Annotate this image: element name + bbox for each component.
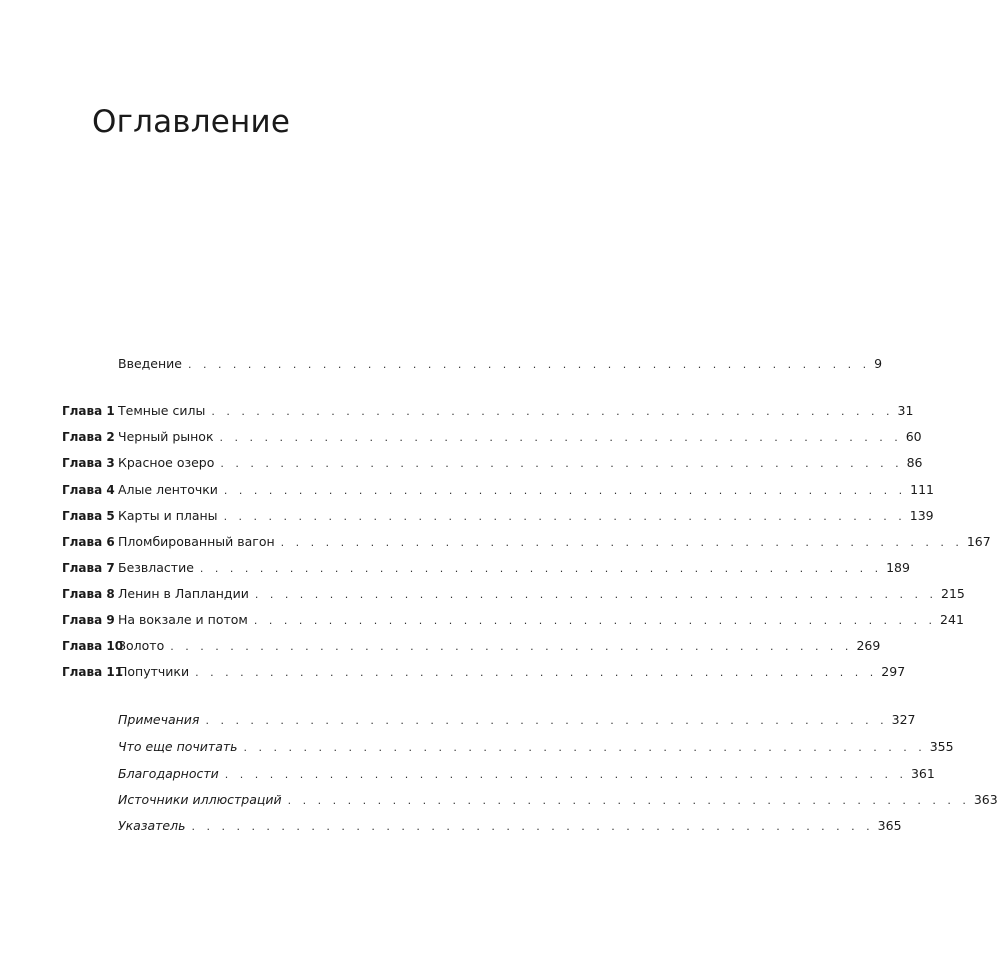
entry-title: Что еще почитать [118,739,238,754]
page-number: 215 [941,586,965,601]
page-number: 355 [929,739,954,754]
chapter-label: Глава 9 [62,613,115,627]
page-number: 167 [966,534,991,549]
page-title: Оглавление [92,104,291,140]
toc-entry-chapter-9[interactable] [62,610,964,630]
dot-leader: . . . . . . . . . . . . . . . . . . . . . . . . . . . . . . . . . . . . . . . . . . . . . . [223,510,906,523]
chapter-label: Глава 11 [62,665,124,679]
entry-title: Черный рынок [118,429,214,444]
chapter-label: Глава 5 [62,509,115,523]
dot-leader: . . . . . . . . . . . . . . . . . . . . . . . . . . . . . . . . . . . . . . . . . . . . . . [287,794,970,807]
toc-entry-chapter-3[interactable] [62,453,923,473]
entry-title: Попутчики [118,664,190,679]
toc-entry-intro[interactable] [62,354,883,374]
entry-title: Золото [118,638,165,653]
dot-leader: . . . . . . . . . . . . . . . . . . . . . . . . . . . . . . . . . . . . . . . . . . . . . . [170,640,853,653]
page-number: 269 [856,638,881,653]
chapter-label: Глава 10 [62,639,124,653]
chapter-label: Глава 6 [62,535,115,549]
page-number: 189 [886,560,910,575]
toc-entry-chapter-4[interactable] [62,480,934,500]
toc-entry-chapter-5[interactable] [62,506,934,526]
dot-leader: . . . . . . . . . . . . . . . . . . . . . . . . . . . . . . . . . . . . . . . . . . . . . . [187,358,871,371]
dot-leader: . . . . . . . . . . . . . . . . . . . . . . . . . . . . . . . . . . . . . . . . . . . . . . [219,431,902,444]
page-number: 361 [910,766,935,781]
chapter-label: Глава 1 [62,404,115,418]
dot-leader: . . . . . . . . . . . . . . . . . . . . . . . . . . . . . . . . . . . . . . . . . . . . . . [243,741,926,754]
toc-entry-chapter-8[interactable] [62,584,965,604]
dot-leader: . . . . . . . . . . . . . . . . . . . . . . . . . . . . . . . . . . . . . . . . . . . . . . [224,768,907,781]
entry-title: Введение [118,356,182,371]
chapter-label: Глава 3 [62,456,115,470]
chapter-label: Глава 4 [62,483,115,497]
dot-leader: . . . . . . . . . . . . . . . . . . . . . . . . . . . . . . . . . . . . . . . . . . . . . . [195,666,878,679]
dot-leader: . . . . . . . . . . . . . . . . . . . . . . . . . . . . . . . . . . . . . . . . . . . . . . [254,588,938,601]
toc-entry-notes[interactable] [62,710,916,730]
entry-title: Источники иллюстраций [118,792,282,807]
chapter-label: Глава 2 [62,430,115,444]
entry-title: Указатель [118,818,186,833]
toc-entry-further-reading[interactable] [62,737,954,757]
page-number: 31 [897,403,914,418]
entry-title: Благодарности [118,766,219,781]
entry-title: Темные силы [118,403,206,418]
page-number: 297 [881,664,906,679]
page-number: 139 [909,508,934,523]
toc-entry-chapter-6[interactable] [62,532,991,552]
entry-title: Карты и планы [118,508,218,523]
entry-title: Алые ленточки [118,482,218,497]
toc-entry-index[interactable] [62,816,902,836]
dot-leader: . . . . . . . . . . . . . . . . . . . . . . . . . . . . . . . . . . . . . . . . . . . . . . [211,405,894,418]
page-number: 327 [891,712,916,727]
entry-title: Примечания [118,712,200,727]
page-number: 9 [874,356,883,371]
toc-entry-chapter-2[interactable] [62,427,922,447]
chapter-label: Глава 8 [62,587,115,601]
dot-leader: . . . . . . . . . . . . . . . . . . . . . . . . . . . . . . . . . . . . . . . . . . . . . . [220,457,903,470]
page-number: 111 [910,482,934,497]
page-number: 86 [906,455,923,470]
page-number: 60 [905,429,922,444]
dot-leader: . . . . . . . . . . . . . . . . . . . . . . . . . . . . . . . . . . . . . . . . . . . . . . [223,484,907,497]
page-number: 365 [877,818,902,833]
dot-leader: . . . . . . . . . . . . . . . . . . . . . . . . . . . . . . . . . . . . . . . . . . . . . . [280,536,963,549]
entry-title: Ленин в Лапландии [118,586,249,601]
page-number: 241 [940,612,964,627]
dot-leader: . . . . . . . . . . . . . . . . . . . . . . . . . . . . . . . . . . . . . . . . . . . . . . [205,714,888,727]
dot-leader: . . . . . . . . . . . . . . . . . . . . . . . . . . . . . . . . . . . . . . . . . . . . . . [199,562,883,575]
toc-entry-chapter-11[interactable] [62,662,906,682]
entry-title: Пломбированный вагон [118,534,275,549]
toc-entry-acknowledgements[interactable] [62,764,935,784]
toc-entry-illustration-sources[interactable] [62,790,998,810]
dot-leader: . . . . . . . . . . . . . . . . . . . . . . . . . . . . . . . . . . . . . . . . . . . . . . [191,820,874,833]
dot-leader: . . . . . . . . . . . . . . . . . . . . . . . . . . . . . . . . . . . . . . . . . . . . . . [253,614,937,627]
entry-title: Безвластие [118,560,194,575]
toc-entry-chapter-1[interactable] [62,401,914,421]
toc-entry-chapter-7[interactable] [62,558,910,578]
chapter-label: Глава 7 [62,561,115,575]
toc-entry-chapter-10[interactable] [62,636,881,656]
entry-title: Красное озеро [118,455,215,470]
page-number: 363 [973,792,998,807]
entry-title: На вокзале и потом [118,612,248,627]
